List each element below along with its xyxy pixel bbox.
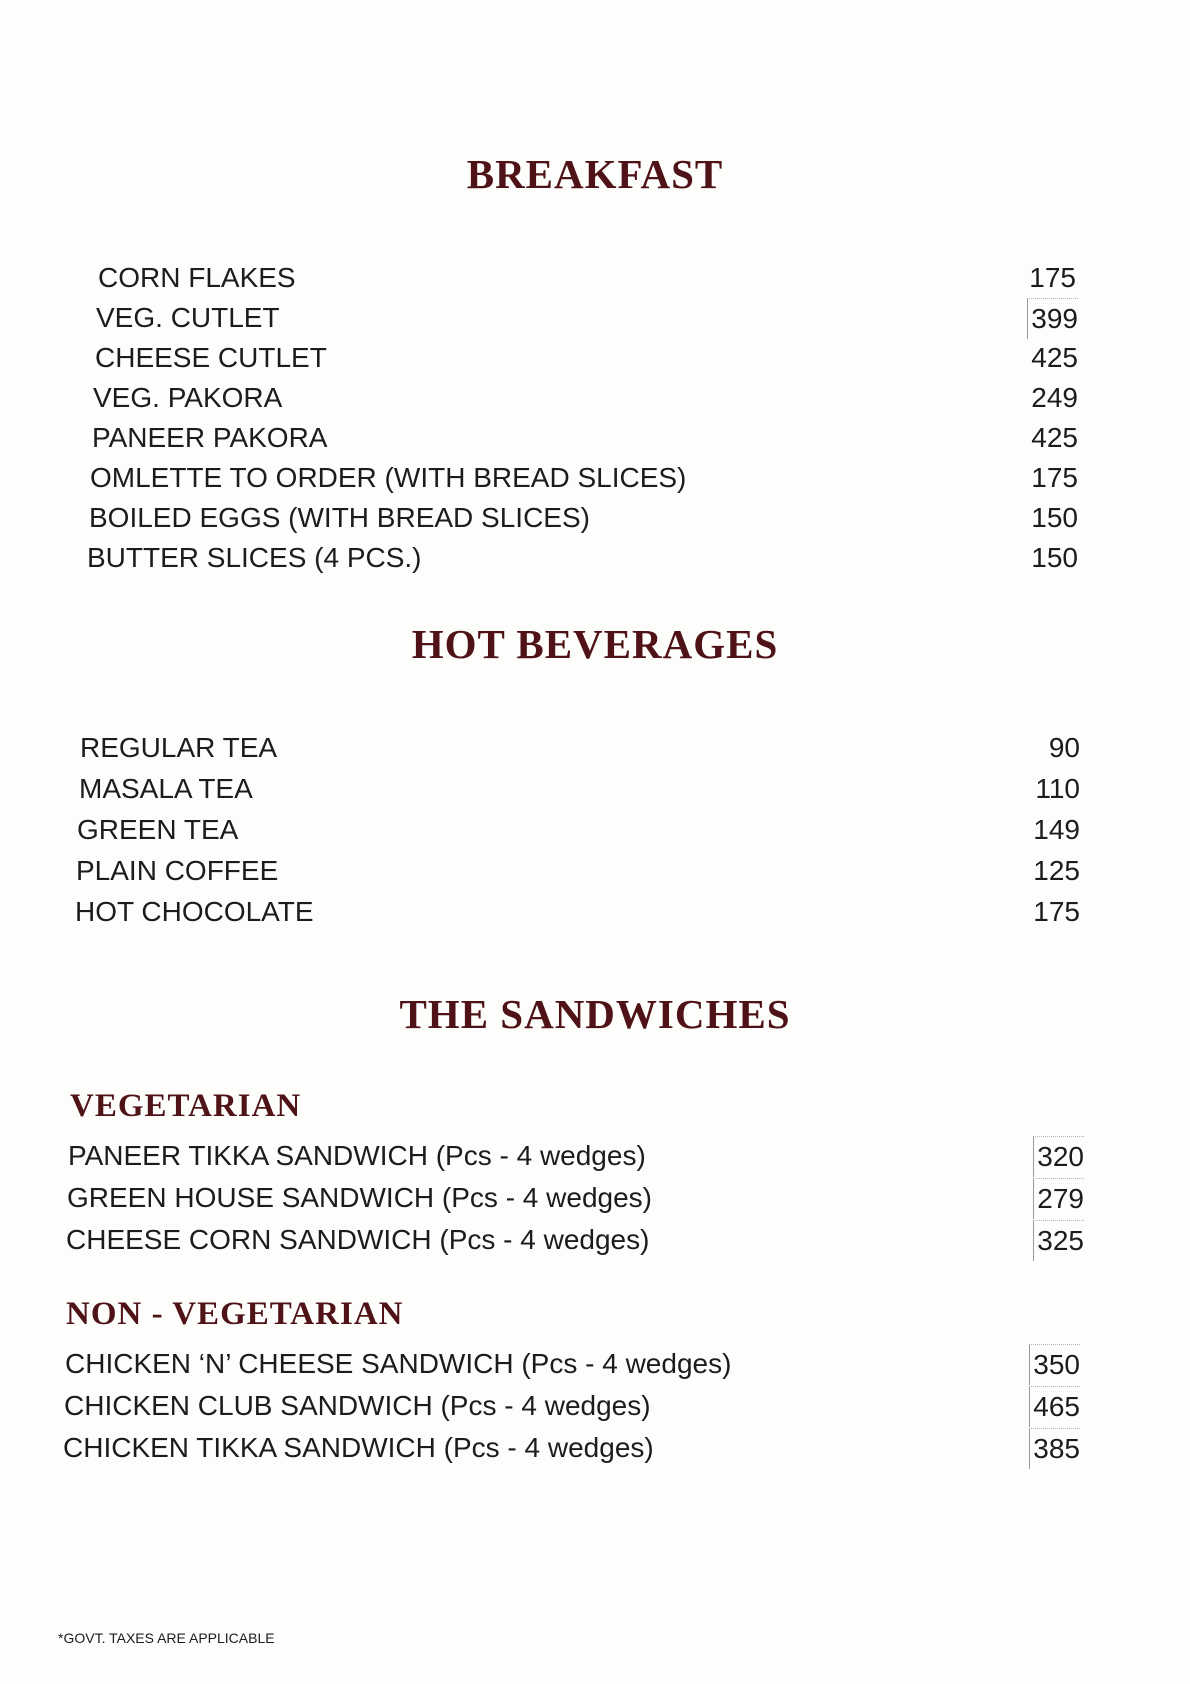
non-vegetarian-subheading: NON - VEGETARIAN [66,1296,404,1332]
breakfast-list [0,258,1190,578]
item-name: VEG. CUTLET [96,302,280,333]
item-price: 399 [1027,298,1078,339]
vegetarian-sandwich-list [0,1136,1190,1262]
item-price: 385 [1029,1428,1080,1469]
item-price: 175 [1031,462,1078,493]
item-name: GREEN HOUSE SANDWICH (Pcs - 4 wedges) [67,1182,652,1213]
item-price: 125 [1033,855,1080,886]
item-name: BOILED EGGS (WITH BREAD SLICES) [89,502,590,533]
list-item [0,418,1190,458]
tax-footnote: *GOVT. TAXES ARE APPLICABLE [58,1630,275,1646]
item-price: 150 [1031,542,1078,573]
item-price: 325 [1033,1220,1084,1261]
item-name: GREEN TEA [77,814,239,845]
list-item [0,1178,1190,1220]
item-price: 90 [1048,732,1080,763]
list-item [0,1344,1190,1386]
list-item [0,1428,1190,1470]
item-name: PANEER TIKKA SANDWICH (Pcs - 4 wedges) [68,1140,646,1171]
item-price: 350 [1029,1344,1080,1385]
item-name: OMLETTE TO ORDER (WITH BREAD SLICES) [90,462,687,493]
item-name: HOT CHOCOLATE [75,896,314,927]
list-item [0,1386,1190,1428]
list-item [0,258,1190,298]
item-price: 110 [1035,773,1080,804]
item-name: CHICKEN CLUB SANDWICH (Pcs - 4 wedges) [64,1390,651,1421]
item-price: 320 [1033,1136,1084,1177]
hot-beverages-list [0,728,1190,933]
item-price: 425 [1031,422,1078,453]
item-price: 249 [1031,382,1078,413]
item-name: MASALA TEA [79,773,253,804]
breakfast-heading: BREAKFAST [466,151,724,197]
item-name: BUTTER SLICES (4 PCS.) [87,542,422,573]
item-name: CHEESE CORN SANDWICH (Pcs - 4 wedges) [66,1224,650,1255]
item-name: CHICKEN TIKKA SANDWICH (Pcs - 4 wedges) [63,1432,654,1463]
list-item [0,769,1190,810]
non-vegetarian-sandwich-list [0,1344,1190,1470]
item-name: PLAIN COFFEE [76,855,279,886]
list-item [0,338,1190,378]
list-item [0,298,1190,338]
list-item [0,458,1190,498]
item-price: 175 [1033,896,1080,927]
list-item [0,378,1190,418]
item-name: REGULAR TEA [80,732,278,763]
item-name: VEG. PAKORA [93,382,283,413]
item-name: CHICKEN ‘N’ CHEESE SANDWICH (Pcs - 4 wedges) [65,1348,732,1379]
item-name: PANEER PAKORA [92,422,328,453]
item-price: 425 [1031,342,1078,373]
list-item [0,892,1190,933]
list-item [0,538,1190,578]
list-item [0,498,1190,538]
vegetarian-subheading: VEGETARIAN [70,1088,302,1124]
item-price: 465 [1029,1386,1080,1427]
list-item [0,1136,1190,1178]
item-price: 149 [1033,814,1080,845]
item-price: 175 [1029,262,1076,293]
item-price: 279 [1033,1178,1084,1219]
list-item [0,810,1190,851]
item-name: CHEESE CUTLET [95,342,327,373]
item-name: CORN FLAKES [98,262,296,293]
hot-beverages-heading: HOT BEVERAGES [411,621,779,667]
list-item [0,851,1190,892]
item-price: 150 [1031,502,1078,533]
sandwiches-heading: THE SANDWICHES [399,991,791,1037]
list-item [0,728,1190,769]
list-item [0,1220,1190,1262]
